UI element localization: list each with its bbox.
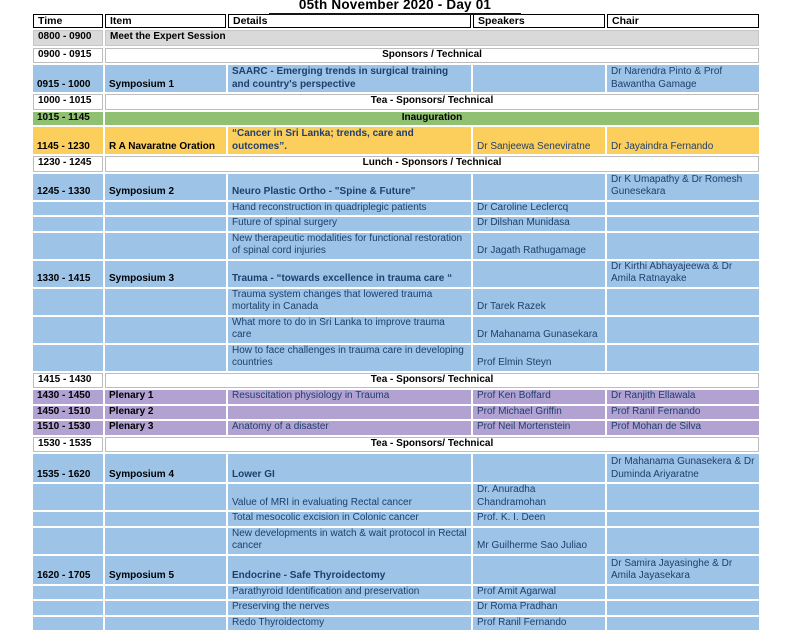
schedule-row [33, 454, 759, 482]
speakers-cell: Dr Dilshan Munidasa [473, 217, 605, 231]
item-cell [105, 217, 226, 231]
time-cell: 1535 - 1620 [33, 454, 103, 482]
details-cell: SAARC - Emerging trends in surgical training and country's perspective [228, 65, 471, 92]
span-cell: Tea - Sponsors/ Technical [105, 373, 759, 389]
details-cell: Preserving the nerves [228, 601, 471, 615]
item-cell [105, 484, 226, 510]
details-cell: Trauma system changes that lowered trauma mortality in Canada [228, 289, 471, 315]
details-cell: Future of spinal surgery [228, 217, 471, 231]
chair-cell: Prof Mohan de Silva [607, 421, 759, 435]
chair-cell: Dr Mahanama Gunasekera & Dr Duminda Ariyaratne [607, 454, 759, 482]
item-cell [105, 528, 226, 554]
item-cell [105, 317, 226, 343]
time-cell: 1620 - 1705 [33, 556, 103, 584]
break-row [33, 48, 759, 64]
time-cell [33, 217, 103, 231]
schedule-table [31, 12, 761, 632]
speakers-cell: Prof Michael Griffin [473, 406, 605, 420]
details-cell: Total mesocolic excision in Colonic cancer [228, 512, 471, 526]
item-cell: Symposium 2 [105, 174, 226, 200]
item-cell [105, 345, 226, 371]
schedule-row [33, 484, 759, 510]
item-cell [105, 617, 226, 631]
item-cell [105, 586, 226, 600]
item-cell: Symposium 4 [105, 454, 226, 482]
schedule-row [33, 528, 759, 554]
chair-cell [607, 345, 759, 371]
time-cell [33, 345, 103, 371]
details-cell: Resuscitation physiology in Trauma [228, 390, 471, 404]
break-row [33, 437, 759, 453]
page-title-text: 05th November 2020 - Day 01 [269, 0, 521, 15]
details-cell: Neuro Plastic Ortho - "Spine & Future" [228, 174, 471, 200]
span-cell: Inauguration [105, 112, 759, 126]
details-cell: Redo Thyroidectomy [228, 617, 471, 631]
speakers-cell: Dr Roma Pradhan [473, 601, 605, 615]
speakers-cell: Dr Mahanama Gunasekara [473, 317, 605, 343]
break-row [33, 112, 759, 126]
span-cell: Meet the Expert Session [105, 30, 759, 46]
speakers-cell: Mr Guilherme Sao Juliao [473, 528, 605, 554]
chair-cell: Dr Narendra Pinto & Prof Bawantha Gamage [607, 65, 759, 92]
details-cell: Trauma - “towards excellence in trauma care “ [228, 261, 471, 287]
time-cell: 1230 - 1245 [33, 156, 103, 172]
time-cell: 1430 - 1450 [33, 390, 103, 404]
item-cell: Symposium 3 [105, 261, 226, 287]
speakers-cell: Prof Neil Mortenstein [473, 421, 605, 435]
speakers-cell: Prof. K. I. Deen [473, 512, 605, 526]
schedule-row [33, 127, 759, 154]
speakers-cell: Prof Elmin Steyn [473, 345, 605, 371]
break-row [33, 30, 759, 46]
item-cell [105, 233, 226, 259]
schedule-row [33, 586, 759, 600]
details-cell: What more to do in Sri Lanka to improve trauma care [228, 317, 471, 343]
speakers-cell: Prof Amit Agarwal [473, 586, 605, 600]
time-cell [33, 617, 103, 631]
details-cell: “Cancer in Sri Lanka; trends, care and outcomes”. [228, 127, 471, 154]
chair-cell: Prof Ranil Fernando [607, 406, 759, 420]
column-header-details: Details [228, 14, 471, 28]
time-cell: 0915 - 1000 [33, 65, 103, 92]
schedule-row [33, 345, 759, 371]
item-cell: Symposium 5 [105, 556, 226, 584]
span-cell: Tea - Sponsors/ Technical [105, 94, 759, 110]
schedule-row [33, 512, 759, 526]
speakers-cell [473, 65, 605, 92]
chair-cell [607, 601, 759, 615]
column-header-time: Time [33, 14, 103, 28]
schedule-row [33, 174, 759, 200]
chair-cell: Dr Ranjith Ellawala [607, 390, 759, 404]
details-cell: Hand reconstruction in quadriplegic patients [228, 202, 471, 216]
chair-cell [607, 586, 759, 600]
item-cell [105, 512, 226, 526]
item-cell: Plenary 2 [105, 406, 226, 420]
details-cell [228, 406, 471, 420]
time-cell: 0900 - 0915 [33, 48, 103, 64]
chair-cell: Dr Kirthi Abhayajeewa & Dr Amila Ratnayake [607, 261, 759, 287]
schedule-body [33, 30, 759, 630]
details-cell: Value of MRI in evaluating Rectal cancer [228, 484, 471, 510]
time-cell: 1510 - 1530 [33, 421, 103, 435]
details-cell: New developments in watch & wait protocol in Rectal cancer [228, 528, 471, 554]
time-cell: 1530 - 1535 [33, 437, 103, 453]
chair-cell [607, 289, 759, 315]
time-cell [33, 528, 103, 554]
break-row [33, 373, 759, 389]
speakers-cell [473, 261, 605, 287]
chair-cell: Dr K Umapathy & Dr Romesh Gunesekara [607, 174, 759, 200]
details-cell: New therapeutic modalities for functional restoration of spinal cord injuries [228, 233, 471, 259]
speakers-cell [473, 454, 605, 482]
column-header-speakers: Speakers [473, 14, 605, 28]
time-cell [33, 586, 103, 600]
break-row [33, 156, 759, 172]
span-cell: Sponsors / Technical [105, 48, 759, 64]
details-cell: Lower GI [228, 454, 471, 482]
time-cell [33, 233, 103, 259]
chair-cell [607, 617, 759, 631]
chair-cell [607, 484, 759, 510]
time-cell: 1330 - 1415 [33, 261, 103, 287]
schedule-row [33, 261, 759, 287]
column-header-chair: Chair [607, 14, 759, 28]
schedule-row [33, 65, 759, 92]
time-cell: 1245 - 1330 [33, 174, 103, 200]
speakers-cell: Prof Ken Boffard [473, 390, 605, 404]
span-cell: Lunch - Sponsors / Technical [105, 156, 759, 172]
item-cell: Symposium 1 [105, 65, 226, 92]
speakers-cell: Dr Caroline Leclercq [473, 202, 605, 216]
chair-cell: Dr Samira Jayasinghe & Dr Amila Jayasekara [607, 556, 759, 584]
schedule-row [33, 202, 759, 216]
speakers-cell: Prof Ranil Fernando [473, 617, 605, 631]
chair-cell [607, 512, 759, 526]
schedule-row [33, 289, 759, 315]
item-cell [105, 202, 226, 216]
schedule-row [33, 556, 759, 584]
chair-cell [607, 217, 759, 231]
chair-cell [607, 317, 759, 343]
chair-cell [607, 233, 759, 259]
time-cell: 1415 - 1430 [33, 373, 103, 389]
item-cell: Plenary 3 [105, 421, 226, 435]
chair-cell: Dr Jayaindra Fernando [607, 127, 759, 154]
speakers-cell: Dr Sanjeewa Seneviratne [473, 127, 605, 154]
column-header-item: Item [105, 14, 226, 28]
time-cell [33, 512, 103, 526]
time-cell: 1450 - 1510 [33, 406, 103, 420]
item-cell [105, 289, 226, 315]
time-cell: 0800 - 0900 [33, 30, 103, 46]
details-cell: How to face challenges in trauma care in developing countries [228, 345, 471, 371]
time-cell [33, 202, 103, 216]
time-cell [33, 601, 103, 615]
item-cell: Plenary 1 [105, 390, 226, 404]
time-cell: 1000 - 1015 [33, 94, 103, 110]
page-title [0, 0, 790, 12]
time-cell [33, 484, 103, 510]
schedule-row [33, 406, 759, 420]
time-cell: 1145 - 1230 [33, 127, 103, 154]
chair-cell [607, 202, 759, 216]
details-cell: Parathyroid Identification and preservation [228, 586, 471, 600]
details-cell: Endocrine - Safe Thyroidectomy [228, 556, 471, 584]
schedule-row [33, 317, 759, 343]
header-row [33, 14, 759, 28]
schedule-row [33, 617, 759, 631]
time-cell [33, 317, 103, 343]
item-cell [105, 601, 226, 615]
schedule-row [33, 421, 759, 435]
schedule-row [33, 601, 759, 615]
speakers-cell: Dr Jagath Rathugamage [473, 233, 605, 259]
schedule-row [33, 390, 759, 404]
speakers-cell [473, 556, 605, 584]
schedule-row [33, 217, 759, 231]
chair-cell [607, 528, 759, 554]
speakers-cell [473, 174, 605, 200]
span-cell: Tea - Sponsors/ Technical [105, 437, 759, 453]
time-cell [33, 289, 103, 315]
details-cell: Anatomy of a disaster [228, 421, 471, 435]
speakers-cell: Dr Tarek Razek [473, 289, 605, 315]
item-cell: R A Navaratne Oration [105, 127, 226, 154]
schedule-row [33, 233, 759, 259]
speakers-cell: Dr. Anuradha Chandramohan [473, 484, 605, 510]
break-row [33, 94, 759, 110]
time-cell: 1015 - 1145 [33, 112, 103, 126]
